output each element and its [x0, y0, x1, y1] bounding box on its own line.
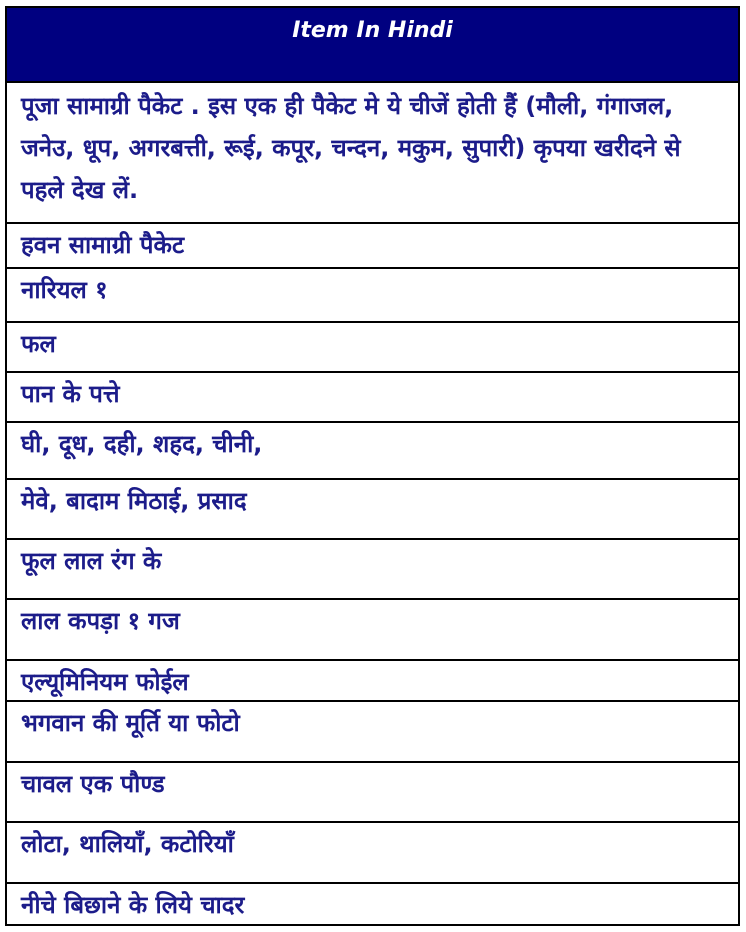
table-row: नीचे बिछाने के लिये चादर — [21, 891, 245, 919]
table-row: एल्यूमिनियम फोईल — [7, 661, 738, 702]
table-row: नारियल १ — [7, 269, 738, 323]
table-row: फल — [7, 323, 738, 373]
table-row: चावल एक पौण्ड — [7, 763, 738, 823]
table-row-puja-packet: पूजा सामाग्री पैकेट . इस एक ही पैकेट मे ये चीजें होती हैं (मौली, गंगाजल, जनेउ, धूप, अगरबत्ती, रूई, कपूर, चन्दन, मकुम, सुपारी) कृपया खरीदने से पहले देख लें. — [7, 83, 738, 224]
table-row: मेवे, बादाम मिठाई, प्रसाद — [7, 480, 738, 540]
table-row: हवन सामाग्री पैकेट — [7, 224, 738, 269]
table-row: लाल कपड़ा १ गज — [7, 600, 738, 661]
table-row: घी, दूध, दही, शहद, चीनी, — [7, 423, 738, 480]
table-row: फूल लाल रंग के — [7, 540, 738, 600]
table-row: लोटा, थालियाँ, कटोरियाँ — [7, 823, 738, 884]
table-row: भगवान की मूर्ति या फोटो — [7, 702, 738, 763]
items-table — [5, 6, 740, 926]
table-row: पान के पत्ते — [7, 373, 738, 423]
table-header: Item In Hindi — [7, 8, 738, 83]
